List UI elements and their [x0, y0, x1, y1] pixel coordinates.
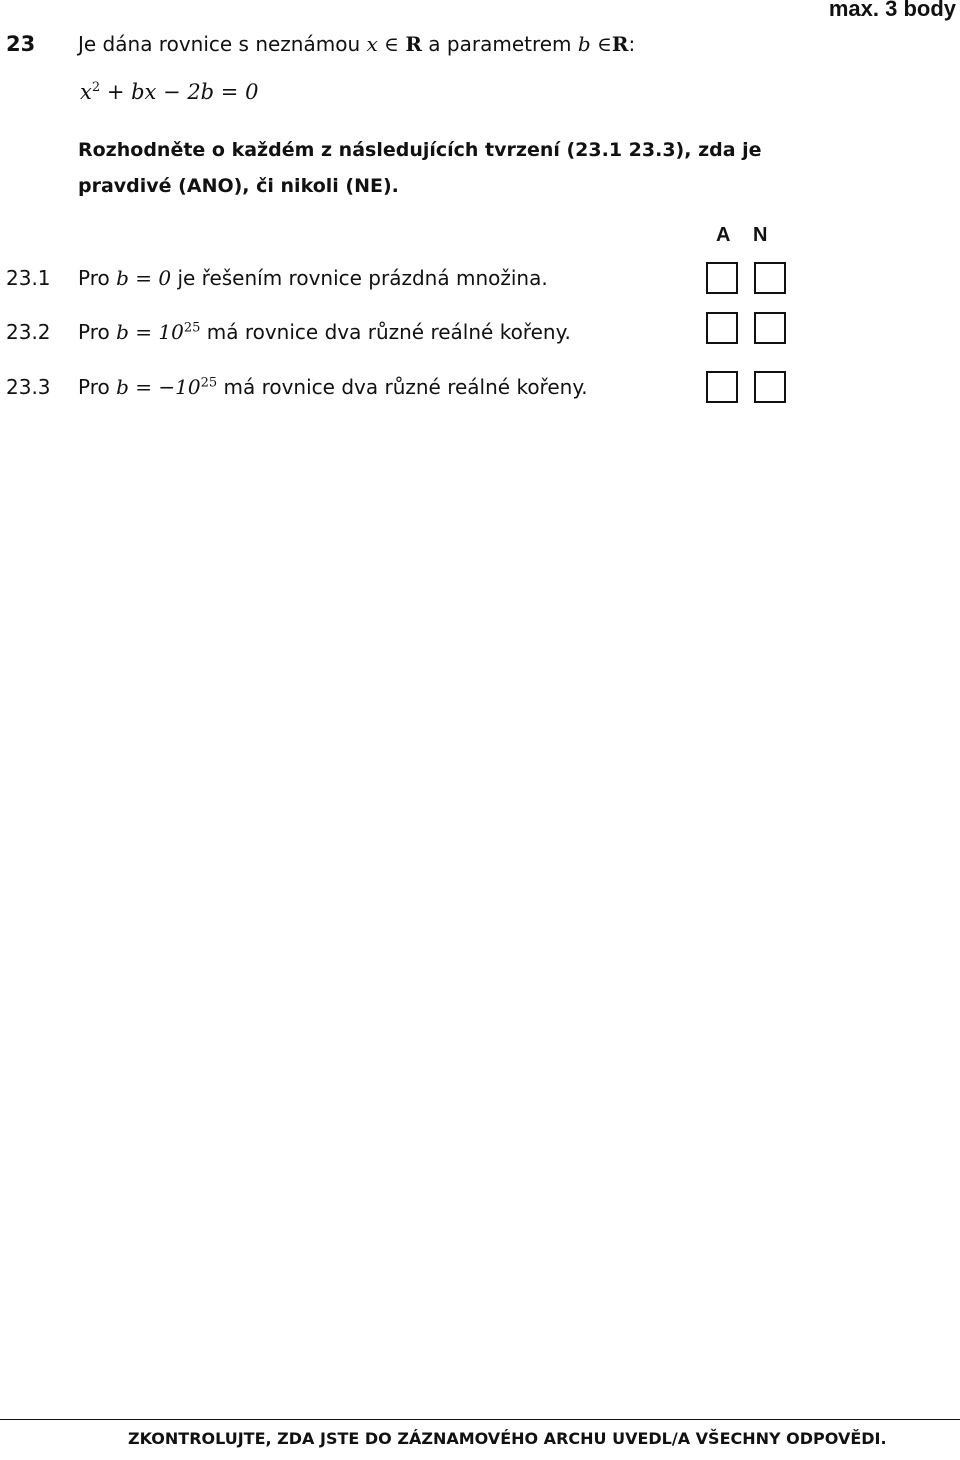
column-header-no: N	[753, 224, 768, 246]
statement-text	[78, 266, 548, 290]
equation-x: x	[80, 80, 92, 104]
instruction-line-1: Rozhodněte o každém z následujících tvrzení (23.1 23.3), zda je	[78, 139, 762, 161]
intro-colon: :	[628, 32, 636, 56]
answer-box-no-23-2[interactable]	[754, 312, 786, 344]
answer-box-yes-23-1[interactable]	[706, 262, 738, 294]
statement-number: 23.3	[6, 375, 51, 399]
statement-number: 23.1	[6, 266, 51, 290]
footer-divider	[0, 1419, 960, 1420]
statement-math: b = 10	[116, 320, 184, 344]
statement-exponent: 25	[183, 320, 201, 336]
real-numbers-set: R	[405, 32, 422, 56]
question-number: 23	[6, 32, 36, 56]
intro-middle: a parametrem	[428, 32, 572, 56]
statement-math: b = 0	[116, 266, 172, 290]
statement-prefix: Pro	[78, 266, 110, 290]
equation	[80, 80, 258, 104]
answer-box-yes-23-3[interactable]	[706, 371, 738, 403]
max-points: max. 3 body	[828, 0, 956, 21]
intro-prefix: Je dána rovnice s neznámou	[78, 32, 361, 56]
statement-number: 23.2	[6, 320, 51, 344]
statement-suffix: má rovnice dva různé reálné kořeny.	[223, 375, 588, 399]
variable-x: x	[366, 32, 378, 56]
element-of-symbol: ∈	[597, 32, 612, 56]
variable-b: b	[577, 32, 591, 56]
statement-text	[78, 320, 571, 344]
statement-suffix: má rovnice dva různé reálné kořeny.	[206, 320, 571, 344]
statement-exponent: 25	[200, 375, 218, 391]
column-header-yes: A	[716, 224, 731, 246]
statement-prefix: Pro	[78, 375, 110, 399]
real-numbers-set: R	[611, 32, 629, 56]
equation-rest: + bx − 2b = 0	[106, 80, 259, 104]
statement-prefix: Pro	[78, 320, 110, 344]
footer-reminder: ZKONTROLUJTE, ZDA JSTE DO ZÁZNAMOVÉHO ARCHU UVEDL/A VŠECHNY ODPOVĚDI.	[128, 1429, 887, 1448]
element-of-symbol: ∈	[384, 32, 399, 56]
instruction-line-2: pravdivé (ANO), či nikoli (NE).	[78, 175, 399, 197]
answer-box-yes-23-2[interactable]	[706, 312, 738, 344]
answer-box-no-23-3[interactable]	[754, 371, 786, 403]
statement-math: b = −10	[116, 375, 201, 399]
equation-exponent: 2	[91, 80, 101, 95]
question-intro	[78, 32, 635, 56]
statement-suffix: je řešením rovnice prázdná množina.	[177, 266, 548, 290]
statement-text	[78, 375, 588, 399]
answer-box-no-23-1[interactable]	[754, 262, 786, 294]
